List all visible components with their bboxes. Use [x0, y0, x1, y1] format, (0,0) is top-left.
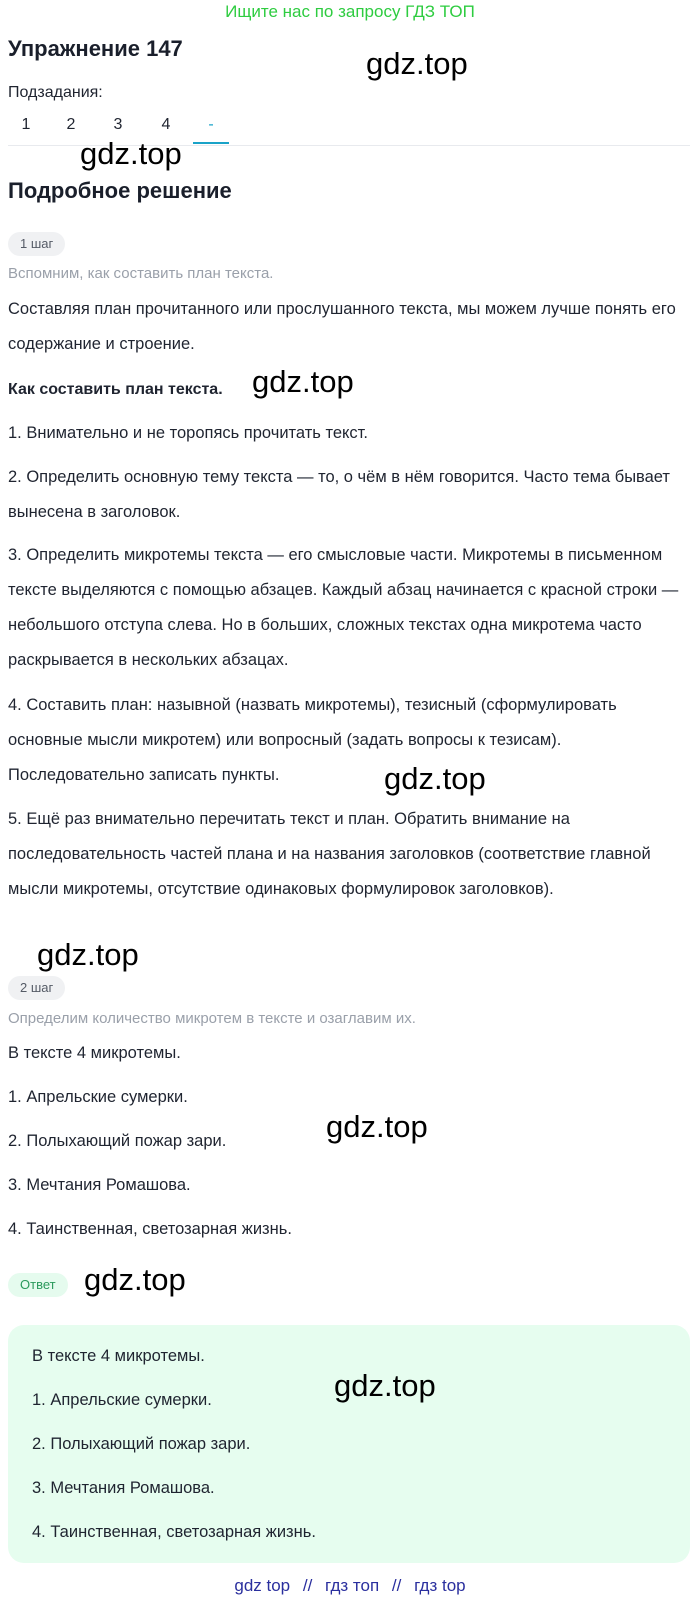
step-2-line-1: В тексте 4 микротемы. [8, 1044, 181, 1062]
step-2-line-3: 2. Полыхающий пожар зари. [8, 1132, 227, 1150]
step-2-badge: 2 шаг [8, 976, 65, 1000]
subtask-tab-dash[interactable]: - [193, 112, 229, 144]
watermark: gdz.top [384, 761, 486, 796]
answer-line-5: 4. Таинственная, светозарная жизнь. [32, 1523, 316, 1541]
step-2-hint: Определим количество микротем в тексте и озаглавим их. [8, 1010, 416, 1027]
answer-badge: Ответ [8, 1273, 68, 1297]
watermark: gdz.top [366, 46, 468, 81]
watermark: gdz.top [334, 1368, 436, 1403]
footer-link-gdz-top-ru[interactable]: гдз топ [325, 1576, 380, 1595]
watermark: gdz.top [37, 937, 139, 972]
step-2-line-2: 1. Апрельские сумерки. [8, 1088, 188, 1106]
step-1-hint: Вспомним, как составить план текста. [8, 265, 274, 282]
exercise-title: Упражнение 147 [8, 36, 183, 61]
watermark: gdz.top [80, 136, 182, 171]
step-1-item-3: 3. Определить микротемы текста — его смысловые части. Микротемы в письменном тексте выделяются с помощью абзацев. Каждый абзац начинается с красной строки — небольшого отступа слева. Но в больших, сложных текстах одна микротема часто раскрывается в нескольких абзацах. [8, 546, 679, 669]
subtask-tab-2[interactable]: 2 [66, 116, 76, 133]
step-2-line-5: 4. Таинственная, светозарная жизнь. [8, 1220, 292, 1238]
step-1-intro: Составляя план прочитанного или прослушанного текста, мы можем лучше понять его содержание и строение. [8, 300, 676, 353]
solution-heading: Подробное решение [8, 178, 232, 203]
step-1-item-5: 5. Ещё раз внимательно перечитать текст и план. Обратить внимание на последовательность частей плана и на названия заголовков (соответствие главной мысли микротемы, отсутствие одинаковых формулировок заголовков). [8, 810, 651, 898]
subtasks-label: Подзадания: [8, 84, 103, 101]
subtask-tab-4[interactable]: 4 [161, 116, 171, 133]
footer-links [0, 1576, 700, 1596]
howto-title: Как составить план текста. [8, 381, 223, 398]
footer-separator: // [391, 1576, 402, 1595]
top-banner: Ищите нас по запросу ГДЗ ТОП [225, 2, 475, 21]
subtask-tab-3[interactable]: 3 [113, 116, 123, 133]
step-1-item-4: 4. Составить план: назывной (назвать микротемы), тезисный (сформулировать основные мысли микротем) или вопросный (задать вопросы к тезисам). Последовательно записать пункты. [8, 696, 617, 784]
watermark: gdz.top [252, 364, 354, 399]
answer-line-1: В тексте 4 микротемы. [32, 1347, 205, 1365]
watermark: gdz.top [84, 1262, 186, 1297]
answer-line-4: 3. Мечтания Ромашова. [32, 1479, 215, 1497]
watermark: gdz.top [326, 1109, 428, 1144]
footer-separator: // [302, 1576, 313, 1595]
answer-line-2: 1. Апрельские сумерки. [32, 1391, 212, 1409]
subtask-tab-1[interactable]: 1 [21, 116, 31, 133]
footer-link-gdz-top-mixed[interactable]: гдз top [414, 1576, 466, 1595]
footer-link-gdz-top[interactable]: gdz top [234, 1576, 291, 1595]
answer-box [8, 1325, 690, 1563]
step-1-badge: 1 шаг [8, 232, 65, 256]
step-2-line-4: 3. Мечтания Ромашова. [8, 1176, 191, 1194]
step-1-item-1: 1. Внимательно и не торопясь прочитать текст. [8, 424, 368, 442]
step-1-item-2: 2. Определить основную тему текста — то, о чём в нём говорится. Часто тема бывает вынесена в заголовок. [8, 468, 670, 521]
answer-line-3: 2. Полыхающий пожар зари. [32, 1435, 251, 1453]
